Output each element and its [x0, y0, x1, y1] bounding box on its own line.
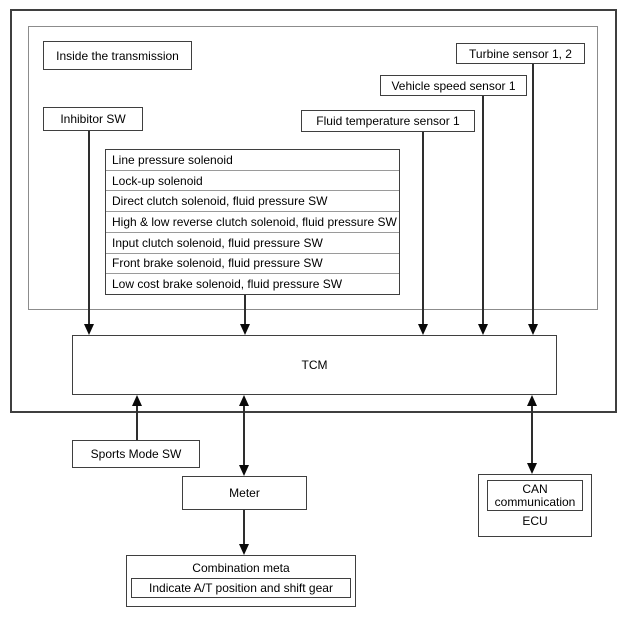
line-turbine-to-tcm [532, 63, 534, 326]
combination-meter-box [126, 555, 356, 607]
tcm-label: TCM [301, 358, 328, 372]
arrowhead-up-meter-icon [239, 395, 249, 406]
inhibitor-switch-box [43, 107, 143, 131]
sports-mode-switch-label: Sports Mode SW [90, 447, 182, 461]
combination-meter-function-label: Indicate A/T position and shift gear [149, 581, 333, 595]
ecu-label: ECU [522, 514, 548, 528]
vehicle-speed-sensor-box [380, 75, 527, 96]
arrowhead-up-ecu-icon [527, 395, 537, 406]
can-communication-box [487, 480, 583, 511]
inside-transmission-label: Inside the transmission [56, 48, 179, 63]
arrowhead-down-meter-icon [239, 465, 249, 476]
solenoid-row: Front brake solenoid, fluid pressure SW [106, 253, 399, 274]
turbine-sensor-box [456, 43, 585, 64]
line-tcm-to-ecu [531, 405, 533, 464]
solenoid-table [105, 149, 400, 295]
tcm-box [72, 335, 557, 395]
arrowhead-down-combination-meter-icon [239, 544, 249, 555]
can-communication-label: CAN communication [494, 481, 576, 509]
solenoid-row: Low cost brake solenoid, fluid pressure SW [106, 273, 399, 294]
arrowhead-down-ecu-icon [527, 463, 537, 474]
arrowhead-down-fluid-temp-icon [418, 324, 428, 335]
turbine-sensor-label: Turbine sensor 1, 2 [469, 46, 572, 61]
line-tcm-to-meter [243, 405, 245, 466]
line-inhibitor-to-tcm [88, 131, 90, 326]
arrowhead-up-sports-mode-icon [132, 395, 142, 406]
combination-meter-title: Combination meta [192, 561, 290, 575]
line-vehicle-speed-to-tcm [482, 96, 484, 326]
solenoid-row: Input clutch solenoid, fluid pressure SW [106, 232, 399, 253]
fluid-temperature-sensor-box [301, 110, 475, 132]
line-solenoids-to-tcm [244, 295, 246, 326]
solenoid-row: Line pressure solenoid [112, 152, 233, 167]
meter-box [182, 476, 307, 510]
inside-transmission-label-box [43, 41, 192, 70]
ecu-box [478, 474, 592, 537]
line-sports-mode-to-tcm [136, 405, 138, 440]
fluid-temperature-sensor-label: Fluid temperature sensor 1 [316, 114, 460, 128]
line-fluid-temp-to-tcm [422, 132, 424, 326]
arrowhead-down-inhibitor-icon [84, 324, 94, 335]
solenoid-row: High & low reverse clutch solenoid, fluid pressure SW [106, 211, 399, 232]
arrowhead-down-vehicle-speed-icon [478, 324, 488, 335]
arrowhead-down-solenoids-icon [240, 324, 250, 335]
sports-mode-switch-box [72, 440, 200, 468]
vehicle-speed-sensor-label: Vehicle speed sensor 1 [391, 78, 516, 93]
arrowhead-down-turbine-icon [528, 324, 538, 335]
combination-meter-function-box [131, 578, 351, 598]
solenoid-row: Lock-up solenoid [106, 170, 399, 191]
inhibitor-switch-label: Inhibitor SW [60, 112, 126, 126]
solenoid-row: Direct clutch solenoid, fluid pressure SW [106, 190, 399, 211]
meter-label: Meter [229, 486, 260, 500]
line-meter-to-combination-meter [243, 510, 245, 545]
